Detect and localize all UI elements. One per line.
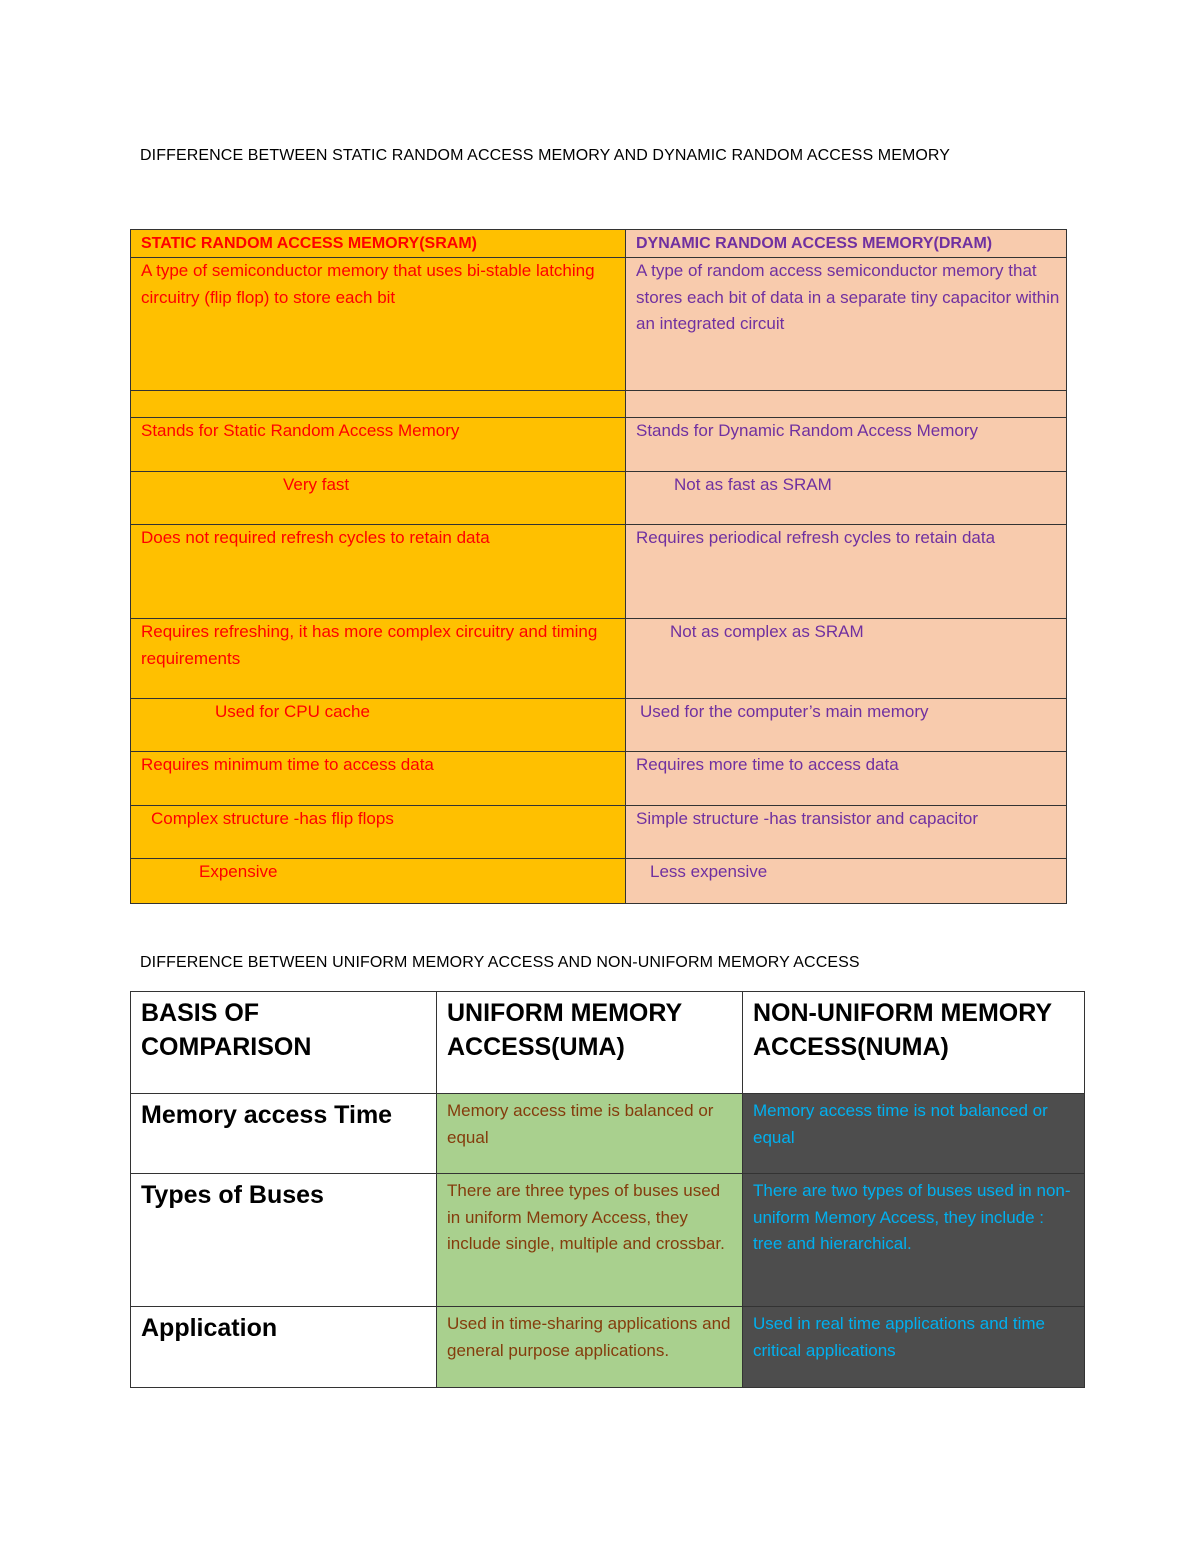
sram-refresh: Does not required refresh cycles to retain data (141, 528, 490, 547)
sram-access-time: Requires minimum time to access data (141, 755, 434, 774)
uma-header-cell (437, 992, 743, 1094)
sram-definition: A type of semiconductor memory that uses bi-stable latching circuitry (flip flop) to store each bit (141, 261, 595, 307)
sram-complexity: Requires refreshing, it has more complex circuitry and timing requirements (141, 622, 598, 668)
uma-application: Used in time-sharing applications and general purpose applications. (447, 1314, 731, 1360)
sram-dram-heading: DIFFERENCE BETWEEN STATIC RANDOM ACCESS MEMORY AND DYNAMIC RANDOM ACCESS MEMORY (140, 147, 951, 164)
dram-cell (626, 472, 1067, 525)
sram-usage: Used for CPU cache (215, 702, 370, 721)
numa-header: NON-UNIFORM MEMORY ACCESS(NUMA) (753, 999, 1052, 1061)
sram-cell (131, 699, 626, 752)
basis-memory-access-time: Memory access Time (141, 1101, 393, 1129)
sram-header-cell (131, 230, 626, 258)
uma-header: UNIFORM MEMORY ACCESS(UMA) (447, 999, 682, 1061)
sram-cell (131, 258, 626, 391)
uma-cell (437, 1174, 743, 1307)
sram-cell (131, 619, 626, 699)
sram-cell (131, 472, 626, 525)
uma-memory-access-time: Memory access time is balanced or equal (447, 1101, 714, 1147)
dram-definition: A type of random access semiconductor memory that stores each bit of data in a separate tiny capacitor within an integrated circuit (636, 261, 1060, 333)
dram-cell (626, 391, 1067, 418)
table-row (131, 1094, 1085, 1174)
basis-cell (131, 1174, 437, 1307)
sram-cell (131, 752, 626, 806)
dram-cell (626, 525, 1067, 619)
dram-cell (626, 619, 1067, 699)
table-row (131, 859, 1067, 904)
dram-speed: Not as fast as SRAM (674, 475, 832, 494)
dram-cell (626, 806, 1067, 859)
dram-refresh: Requires periodical refresh cycles to retain data (636, 528, 996, 547)
dram-header-cell (626, 230, 1067, 258)
table-row (131, 1174, 1085, 1307)
numa-cell (743, 1174, 1085, 1307)
numa-cell (743, 1307, 1085, 1388)
table-row (131, 391, 1067, 418)
basis-application: Application (141, 1314, 278, 1342)
uma-cell (437, 1094, 743, 1174)
numa-memory-access-time: Memory access time is not balanced or equal (753, 1101, 1048, 1147)
dram-structure: Simple structure -has transistor and capacitor (636, 809, 979, 828)
sram-cell (131, 525, 626, 619)
sram-cost: Expensive (199, 862, 278, 881)
table-row (131, 806, 1067, 859)
dram-cell (626, 699, 1067, 752)
sram-header: STATIC RANDOM ACCESS MEMORY(SRAM) (141, 235, 477, 252)
dram-access-time: Requires more time to access data (636, 755, 899, 774)
dram-cell (626, 752, 1067, 806)
sram-cell (131, 806, 626, 859)
table-row (131, 258, 1067, 391)
numa-cell (743, 1094, 1085, 1174)
uma-types-of-buses: There are three types of buses used in uniform Memory Access, they include single, multiple and crossbar. (447, 1181, 725, 1253)
dram-header: DYNAMIC RANDOM ACCESS MEMORY(DRAM) (636, 235, 993, 252)
uma-cell (437, 1307, 743, 1388)
numa-types-of-buses: There are two types of buses used in non-uniform Memory Access, they include : tree and hierarchical. (753, 1181, 1071, 1253)
sram-cell (131, 391, 626, 418)
table-row (131, 525, 1067, 619)
table-header-row (131, 230, 1067, 258)
dram-usage: Used for the computer’s main memory (640, 702, 929, 721)
basis-types-of-buses: Types of Buses (141, 1181, 324, 1209)
basis-cell (131, 1094, 437, 1174)
sram-speed: Very fast (283, 475, 350, 494)
numa-header-cell (743, 992, 1085, 1094)
numa-application: Used in real time applications and time critical applications (753, 1314, 1045, 1360)
table-row (131, 472, 1067, 525)
dram-complexity: Not as complex as SRAM (670, 622, 864, 641)
dram-stands-for: Stands for Dynamic Random Access Memory (636, 421, 979, 440)
table-header-row (131, 992, 1085, 1094)
sram-cell (131, 418, 626, 472)
uma-numa-heading: DIFFERENCE BETWEEN UNIFORM MEMORY ACCESS AND NON-UNIFORM MEMORY ACCESS (140, 954, 860, 971)
basis-header-cell (131, 992, 437, 1094)
sram-structure: Complex structure -has flip flops (151, 809, 394, 828)
uma-numa-comparison-table (130, 991, 1085, 1388)
dram-cell (626, 859, 1067, 904)
basis-cell (131, 1307, 437, 1388)
basis-header: BASIS OF COMPARISON (141, 999, 312, 1061)
sram-cell (131, 859, 626, 904)
sram-dram-comparison-table (130, 229, 1067, 904)
table-row (131, 619, 1067, 699)
table-row (131, 699, 1067, 752)
dram-cell (626, 258, 1067, 391)
dram-cost: Less expensive (650, 862, 768, 881)
sram-stands-for: Stands for Static Random Access Memory (141, 421, 460, 440)
table-row (131, 418, 1067, 472)
table-row (131, 1307, 1085, 1388)
dram-cell (626, 418, 1067, 472)
table-row (131, 752, 1067, 806)
